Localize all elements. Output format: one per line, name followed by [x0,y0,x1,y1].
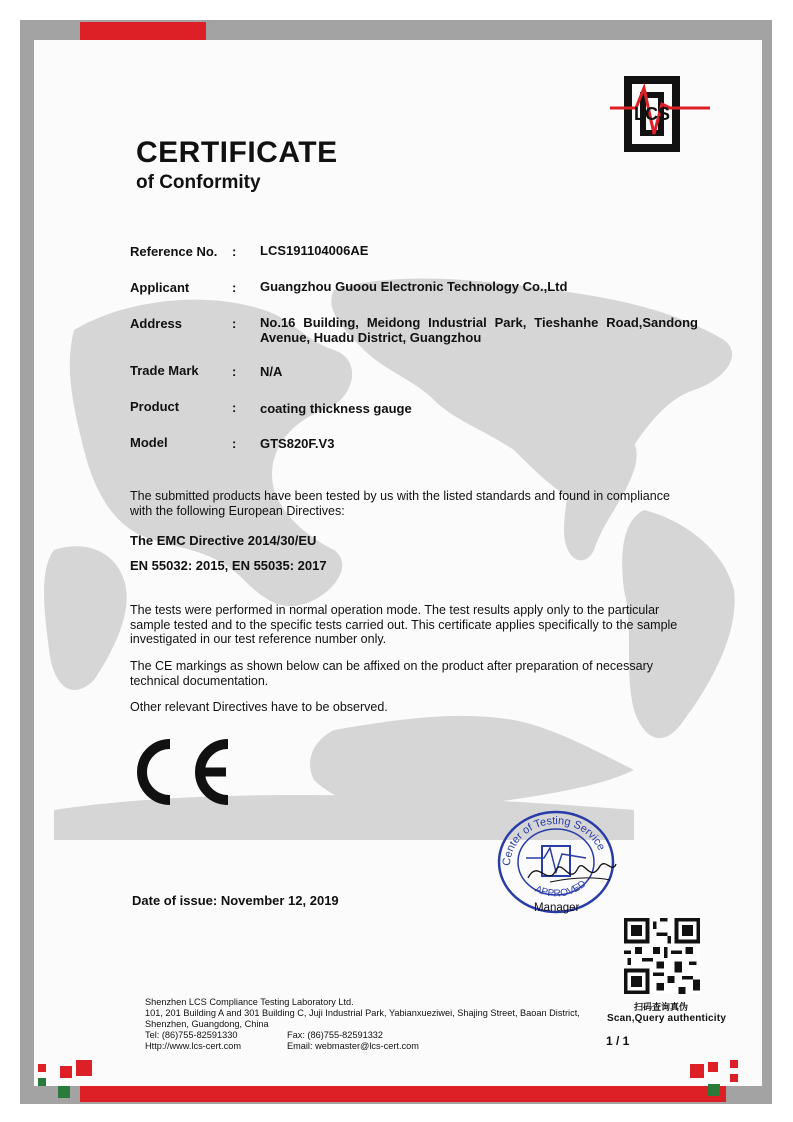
standards: EN 55032: 2015, EN 55035: 2017 [130,558,327,573]
applicant-label: Applicant [130,280,190,295]
certificate-subtitle: of Conformity [136,172,261,193]
lcs-logo [610,74,710,154]
colon: : [232,436,237,451]
qr-caption-cn: 扫码查询真伪 [634,1002,689,1012]
footer-fax: Fax: (86)755-82591332 [287,1030,384,1040]
stamp-bottom-text: APPROVED [533,878,589,900]
corner-square [38,1078,46,1086]
colon: : [232,244,237,259]
corner-square [708,1062,718,1072]
colon: : [232,364,237,379]
footer-address-line1: 101, 201 Building A and 301 Building C, Juji Industrial Park, Yabianxueziwei, Shajing Street, Baoan District, [145,1008,580,1018]
corner-square [730,1060,738,1068]
product-value: coating thickness gauge [260,401,412,416]
page-number: 1 / 1 [606,1034,630,1048]
ce-mark [132,736,232,806]
corner-square [60,1066,72,1078]
manager-signature [520,848,620,898]
model-label: Model [130,435,168,450]
other-directives-paragraph: Other relevant Directives have to be observed. [130,700,388,714]
trademark-value: N/A [260,364,283,379]
date-of-issue: Date of issue: November 12, 2019 [132,893,339,908]
reference-label: Reference No. [130,244,218,259]
corner-square [76,1060,92,1076]
certificate-title: CERTIFICATE [136,136,338,169]
footer-website[interactable]: Http://www.lcs-cert.com [145,1041,241,1051]
logo-letters: LCS [634,104,670,124]
colon: : [232,400,237,415]
address-value: No.16 Building, Meidong Industrial Park, Tieshanhe Road,Sandong Avenue, Huadu District, Guangzhou [260,315,698,345]
corner-square [708,1084,720,1096]
product-label: Product [130,399,180,414]
corner-square [58,1086,70,1098]
bottom-red-stripe [80,1086,726,1102]
corner-square [730,1074,738,1082]
tests-paragraph: The tests were performed in normal operation mode. The test results apply only to the particular sample tested and to the specific tests carried out. This certificate applies specifically to the sample investigated in our test reference number only. [130,603,678,646]
manager-label: Manager [534,902,580,914]
model-value: GTS820F.V3 [260,436,335,451]
footer-email[interactable]: Email: webmaster@lcs-cert.com [287,1041,419,1051]
footer-lab-name: Shenzhen LCS Compliance Testing Laboratory Ltd. [145,997,354,1007]
qr-caption-en: Scan,Query authenticity [607,1013,727,1024]
corner-square [38,1064,46,1072]
address-label: Address [130,316,183,331]
top-red-stripe [80,22,206,40]
emc-directive: The EMC Directive 2014/30/EU [130,533,317,548]
stamp-top-text: Center of Testing Service [500,814,608,867]
colon: : [232,280,237,295]
colon: : [232,316,237,331]
ce-marking-paragraph: The CE markings as shown below can be affixed on the product after preparation of necessary technical documentation. [130,659,653,688]
intro-paragraph: The submitted products have been tested by us with the listed standards and found in compliance with the following European Directives: [130,489,670,518]
footer-tel: Tel: (86)755-82591330 [145,1030,238,1040]
reference-value: LCS191104006AE [260,243,369,258]
corner-square [690,1064,704,1078]
qr-code [624,918,700,994]
trademark-label: Trade Mark [130,363,199,378]
applicant-value: Guangzhou Guoou Electronic Technology Co.,Ltd [260,279,568,294]
footer-address-line2: Shenzhen, Guangdong, China [145,1019,269,1029]
